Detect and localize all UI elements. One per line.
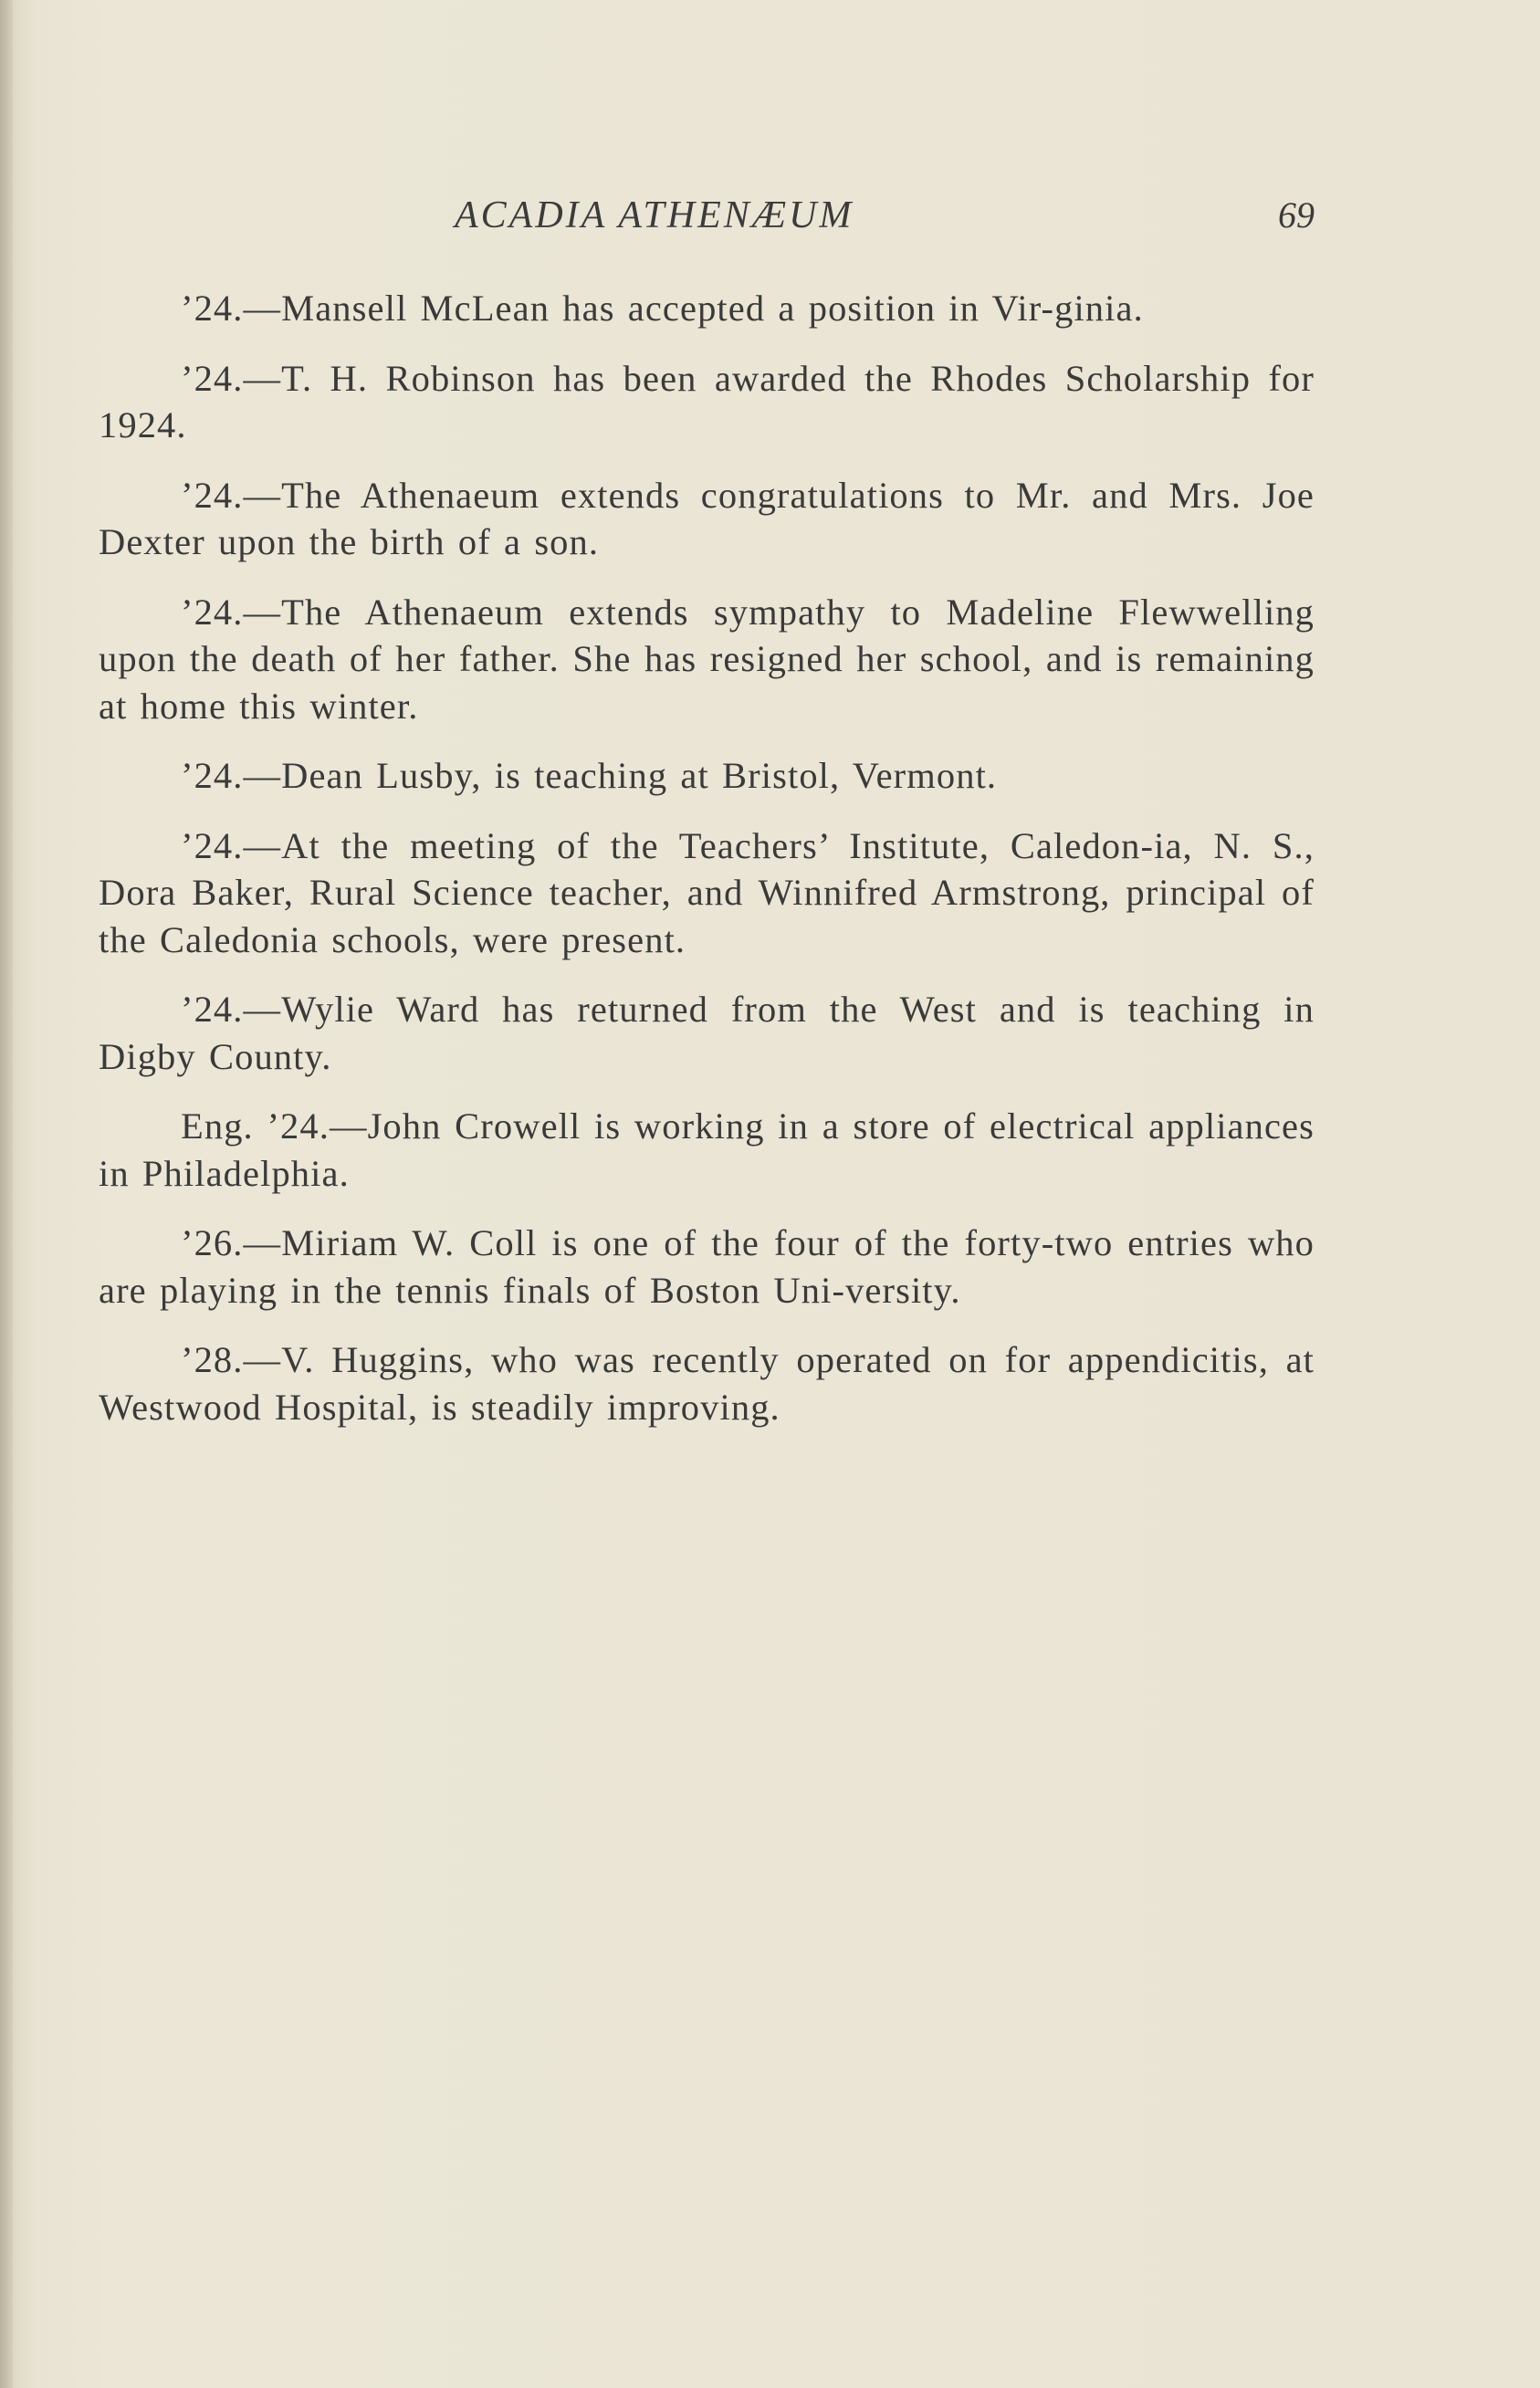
alumni-note: ’24.—At the meeting of the Teachers’ Institute, Caledon-ia, N. S., Dora Baker, Rural Science teacher, and Winnifred Armstrong, principal of the Caledonia schools, were present. <box>99 824 1315 960</box>
running-title: ACADIA ATHENÆUM <box>455 194 854 236</box>
alumni-note: ’26.—Miriam W. Coll is one of the four of the forty-two entries who are playing in the tennis finals of Boston Uni-versity. <box>99 1222 1315 1311</box>
alumni-note: Eng. ’24.—John Crowell is working in a store of electrical appliances in Philadelphia. <box>99 1105 1315 1194</box>
alumni-note: ’24.—Wylie Ward has returned from the West and is teaching in Digby County. <box>99 989 1315 1077</box>
alumni-note: ’24.—Mansell McLean has accepted a position in Vir-ginia. <box>181 288 1144 329</box>
alumni-note: ’24.—The Athenaeum extends congratulations to Mr. and Mrs. Joe Dexter upon the birth of a son. <box>99 474 1315 562</box>
alumni-note: ’24.—The Athenaeum extends sympathy to Madeline Flewwelling upon the death of her father. She has resigned her school, and is remaining at home this winter. <box>99 591 1315 727</box>
alumni-note: ’28.—V. Huggins, who was recently operated on for appendicitis, at Westwood Hospital, is steadily improving. <box>99 1339 1315 1428</box>
alumni-note: ’24.—T. H. Robinson has been awarded the Rhodes Scholarship for 1924. <box>99 357 1315 445</box>
page-header <box>99 194 1315 248</box>
alumni-note: ’24.—Dean Lusby, is teaching at Bristol, Vermont. <box>181 755 998 796</box>
page-number: 69 <box>1278 194 1315 236</box>
alumni-notes <box>99 285 1315 1453</box>
page-binding-edge <box>0 0 13 2388</box>
